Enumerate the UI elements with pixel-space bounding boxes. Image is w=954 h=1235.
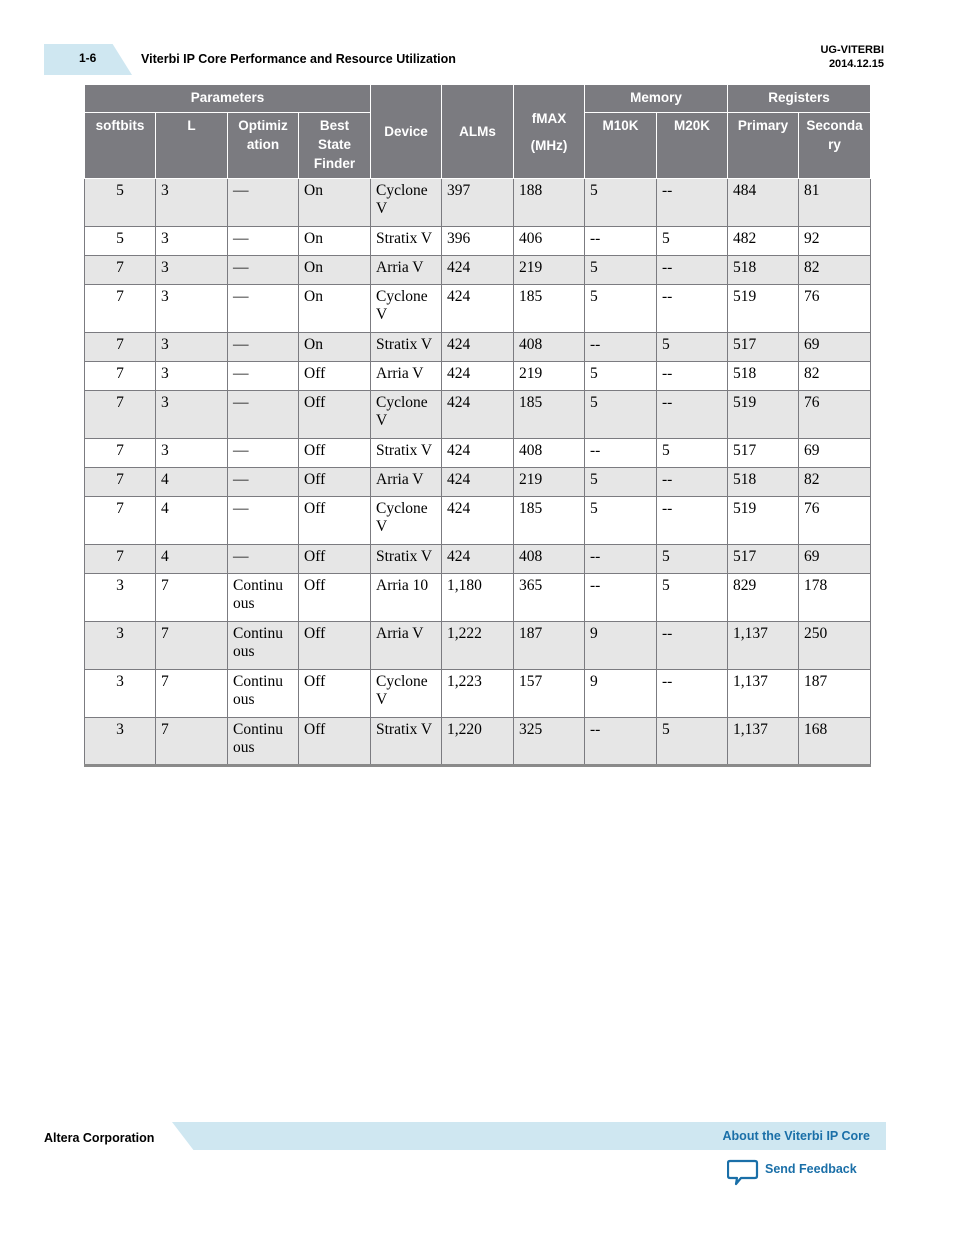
table-cell: 188	[514, 179, 585, 227]
table-cell: 76	[799, 285, 871, 333]
table-cell: 7	[156, 622, 228, 670]
table-cell: 185	[514, 391, 585, 439]
table-cell: 3	[156, 333, 228, 362]
table-cell: --	[657, 179, 728, 227]
send-feedback-label[interactable]: Send Feedback	[765, 1162, 857, 1176]
table-cell: 518	[728, 256, 799, 285]
table-cell: 69	[799, 545, 871, 574]
header-parameters: Parameters	[85, 85, 371, 113]
table-cell: 1,137	[728, 718, 799, 766]
header-best-state-finder: Best State Finder	[299, 113, 371, 179]
table-row	[85, 622, 871, 670]
table-cell: 5	[657, 333, 728, 362]
table-cell: 157	[514, 670, 585, 718]
table-cell: Stratix V	[371, 545, 442, 574]
table-cell: 4	[156, 468, 228, 497]
header-softbits: softbits	[85, 113, 156, 179]
header-optimization: Optimiz ation	[228, 113, 299, 179]
table-cell: 1,180	[442, 574, 514, 622]
table-cell: —	[228, 362, 299, 391]
table-cell: --	[585, 227, 657, 256]
table-row	[85, 391, 871, 439]
table-cell: Cyclone V	[371, 179, 442, 227]
table-cell: Off	[299, 545, 371, 574]
table-cell: Continu ous	[228, 718, 299, 766]
header-l: L	[156, 113, 228, 179]
table-cell: 82	[799, 256, 871, 285]
table-row	[85, 439, 871, 468]
table-cell: 7	[85, 285, 156, 333]
table-cell: 3	[156, 439, 228, 468]
document-date: 2014.12.15	[828, 58, 884, 70]
table-cell: 1,220	[442, 718, 514, 766]
table-cell: Cyclone V	[371, 285, 442, 333]
table-cell: 424	[442, 497, 514, 545]
table-cell: 424	[442, 391, 514, 439]
table-cell: --	[657, 391, 728, 439]
table-cell: 397	[442, 179, 514, 227]
table-cell: 69	[799, 333, 871, 362]
table-cell: --	[657, 670, 728, 718]
table-cell: Cyclone V	[371, 497, 442, 545]
table-cell: 7	[85, 545, 156, 574]
table-cell: Off	[299, 670, 371, 718]
table-cell: —	[228, 179, 299, 227]
table-cell: Off	[299, 391, 371, 439]
table-cell: Continu ous	[228, 574, 299, 622]
table-cell: —	[228, 256, 299, 285]
header-alms: ALMs	[442, 85, 514, 179]
table-cell: 3	[85, 718, 156, 766]
table-cell: 5	[657, 227, 728, 256]
table-cell: 76	[799, 391, 871, 439]
header-m20k: M20K	[657, 113, 728, 179]
table-cell: 7	[85, 333, 156, 362]
table-cell: —	[228, 468, 299, 497]
table-cell: Cyclone V	[371, 670, 442, 718]
table-cell: 519	[728, 391, 799, 439]
table-cell: --	[585, 333, 657, 362]
table-cell: 406	[514, 227, 585, 256]
table-cell: 5	[585, 256, 657, 285]
table-cell: 396	[442, 227, 514, 256]
table-row	[85, 362, 871, 391]
table-cell: On	[299, 179, 371, 227]
table-cell: Continu ous	[228, 670, 299, 718]
table-cell: 219	[514, 362, 585, 391]
header-device: Device	[371, 85, 442, 179]
table-cell: 484	[728, 179, 799, 227]
table-cell: 5	[585, 285, 657, 333]
table-cell: 5	[585, 468, 657, 497]
table-cell: 69	[799, 439, 871, 468]
table-row	[85, 718, 871, 766]
table-cell: 5	[585, 362, 657, 391]
table-cell: 187	[799, 670, 871, 718]
table-cell: --	[657, 622, 728, 670]
table-cell: 185	[514, 285, 585, 333]
page-header-title: Viterbi IP Core Performance and Resource Utilization	[141, 52, 456, 66]
table-cell: 5	[585, 391, 657, 439]
table-cell: Off	[299, 468, 371, 497]
table-cell: --	[585, 439, 657, 468]
header-memory: Memory	[585, 85, 728, 113]
table-cell: Arria V	[371, 362, 442, 391]
page-number: 1-6	[79, 51, 97, 65]
table-cell: 185	[514, 497, 585, 545]
table-cell: 7	[156, 670, 228, 718]
table-cell: 5	[657, 545, 728, 574]
table-row	[85, 497, 871, 545]
header-registers: Registers	[728, 85, 871, 113]
table-cell: On	[299, 227, 371, 256]
table-cell: Off	[299, 362, 371, 391]
table-cell: 82	[799, 362, 871, 391]
table-cell: Arria V	[371, 256, 442, 285]
table-cell: —	[228, 285, 299, 333]
table-cell: 7	[156, 718, 228, 766]
table-row	[85, 468, 871, 497]
table-cell: --	[657, 256, 728, 285]
document-id: UG-VITERBI	[820, 44, 884, 56]
table-cell: 92	[799, 227, 871, 256]
table-row	[85, 285, 871, 333]
footer-section-link[interactable]: About the Viterbi IP Core	[722, 1129, 870, 1143]
table-cell: 1,222	[442, 622, 514, 670]
table-cell: 424	[442, 362, 514, 391]
table-cell: --	[585, 718, 657, 766]
table-cell: 7	[156, 574, 228, 622]
table-cell: 424	[442, 256, 514, 285]
table-cell: 3	[156, 227, 228, 256]
table-cell: 3	[156, 362, 228, 391]
speech-bubble-icon	[727, 1158, 759, 1188]
table-cell: 7	[85, 362, 156, 391]
header-secondary: Seconda ry	[799, 113, 871, 179]
table-cell: 517	[728, 545, 799, 574]
table-cell: —	[228, 545, 299, 574]
table-cell: 3	[156, 179, 228, 227]
table-cell: 518	[728, 468, 799, 497]
table-cell: --	[585, 574, 657, 622]
table-cell: —	[228, 227, 299, 256]
table-cell: —	[228, 333, 299, 362]
table-cell: 5	[657, 718, 728, 766]
table-cell: 1,223	[442, 670, 514, 718]
table-row	[85, 256, 871, 285]
table-cell: 518	[728, 362, 799, 391]
table-cell: 4	[156, 545, 228, 574]
table-cell: 3	[85, 622, 156, 670]
table-cell: 424	[442, 468, 514, 497]
table-row	[85, 227, 871, 256]
header-fmax-label: fMAX	[531, 110, 567, 126]
table-cell: 424	[442, 545, 514, 574]
table-cell: 3	[156, 256, 228, 285]
table-cell: Stratix V	[371, 333, 442, 362]
table-cell: On	[299, 333, 371, 362]
table-cell: 1,137	[728, 622, 799, 670]
table-row	[85, 574, 871, 622]
table-cell: Arria V	[371, 468, 442, 497]
table-cell: --	[657, 497, 728, 545]
table-cell: 517	[728, 333, 799, 362]
table-cell: 408	[514, 439, 585, 468]
table-cell: 517	[728, 439, 799, 468]
table-cell: Arria V	[371, 622, 442, 670]
send-feedback-link[interactable]	[727, 1158, 857, 1188]
table-cell: 9	[585, 622, 657, 670]
table-cell: On	[299, 256, 371, 285]
table-cell: 219	[514, 468, 585, 497]
table-row	[85, 179, 871, 227]
table-cell: 5	[85, 227, 156, 256]
table-cell: 829	[728, 574, 799, 622]
table-cell: 3	[85, 670, 156, 718]
table-cell: 3	[156, 391, 228, 439]
table-cell: 5	[585, 497, 657, 545]
table-cell: 7	[85, 497, 156, 545]
table-cell: --	[657, 285, 728, 333]
table-cell: 325	[514, 718, 585, 766]
table-cell: 408	[514, 545, 585, 574]
footer-company: Altera Corporation	[44, 1131, 155, 1145]
header-primary: Primary	[728, 113, 799, 179]
table-cell: 7	[85, 391, 156, 439]
table-cell: 3	[156, 285, 228, 333]
table-cell: 178	[799, 574, 871, 622]
table-cell: 250	[799, 622, 871, 670]
table-cell: 5	[657, 574, 728, 622]
table-cell: 424	[442, 439, 514, 468]
table-cell: 7	[85, 468, 156, 497]
table-cell: Arria 10	[371, 574, 442, 622]
table-cell: Off	[299, 718, 371, 766]
table-cell: --	[657, 468, 728, 497]
table-cell: —	[228, 391, 299, 439]
table-cell: 408	[514, 333, 585, 362]
table-cell: 365	[514, 574, 585, 622]
performance-table	[84, 84, 871, 767]
table-body	[85, 179, 871, 766]
table-cell: 424	[442, 333, 514, 362]
header-fmax	[514, 85, 585, 179]
table-cell: Stratix V	[371, 439, 442, 468]
table-cell: 5	[657, 439, 728, 468]
table-cell: 187	[514, 622, 585, 670]
table-cell: Stratix V	[371, 718, 442, 766]
table-cell: 3	[85, 574, 156, 622]
table-cell: 5	[585, 179, 657, 227]
header-fmax-unit: (MHz)	[530, 137, 568, 153]
table-cell: --	[585, 545, 657, 574]
document-id-block	[820, 43, 884, 71]
table-cell: 7	[85, 439, 156, 468]
table-cell: 519	[728, 497, 799, 545]
table-cell: 424	[442, 285, 514, 333]
table-cell: --	[657, 362, 728, 391]
table-cell: Off	[299, 497, 371, 545]
table-cell: —	[228, 439, 299, 468]
table-cell: —	[228, 497, 299, 545]
table-cell: 4	[156, 497, 228, 545]
table-cell: 5	[85, 179, 156, 227]
table-cell: Continu ous	[228, 622, 299, 670]
table-cell: 82	[799, 468, 871, 497]
table-cell: On	[299, 285, 371, 333]
table-cell: 519	[728, 285, 799, 333]
table-cell: 168	[799, 718, 871, 766]
table-cell: Cyclone V	[371, 391, 442, 439]
table-cell: 9	[585, 670, 657, 718]
table-cell: Off	[299, 574, 371, 622]
table-row	[85, 545, 871, 574]
table-cell: 1,137	[728, 670, 799, 718]
table-cell: Off	[299, 439, 371, 468]
table-row	[85, 333, 871, 362]
table-cell: 219	[514, 256, 585, 285]
table-cell: Off	[299, 622, 371, 670]
table-cell: 76	[799, 497, 871, 545]
table-cell: Stratix V	[371, 227, 442, 256]
table-cell: 81	[799, 179, 871, 227]
table-row	[85, 670, 871, 718]
table-cell: 7	[85, 256, 156, 285]
header-m10k: M10K	[585, 113, 657, 179]
table-cell: 482	[728, 227, 799, 256]
